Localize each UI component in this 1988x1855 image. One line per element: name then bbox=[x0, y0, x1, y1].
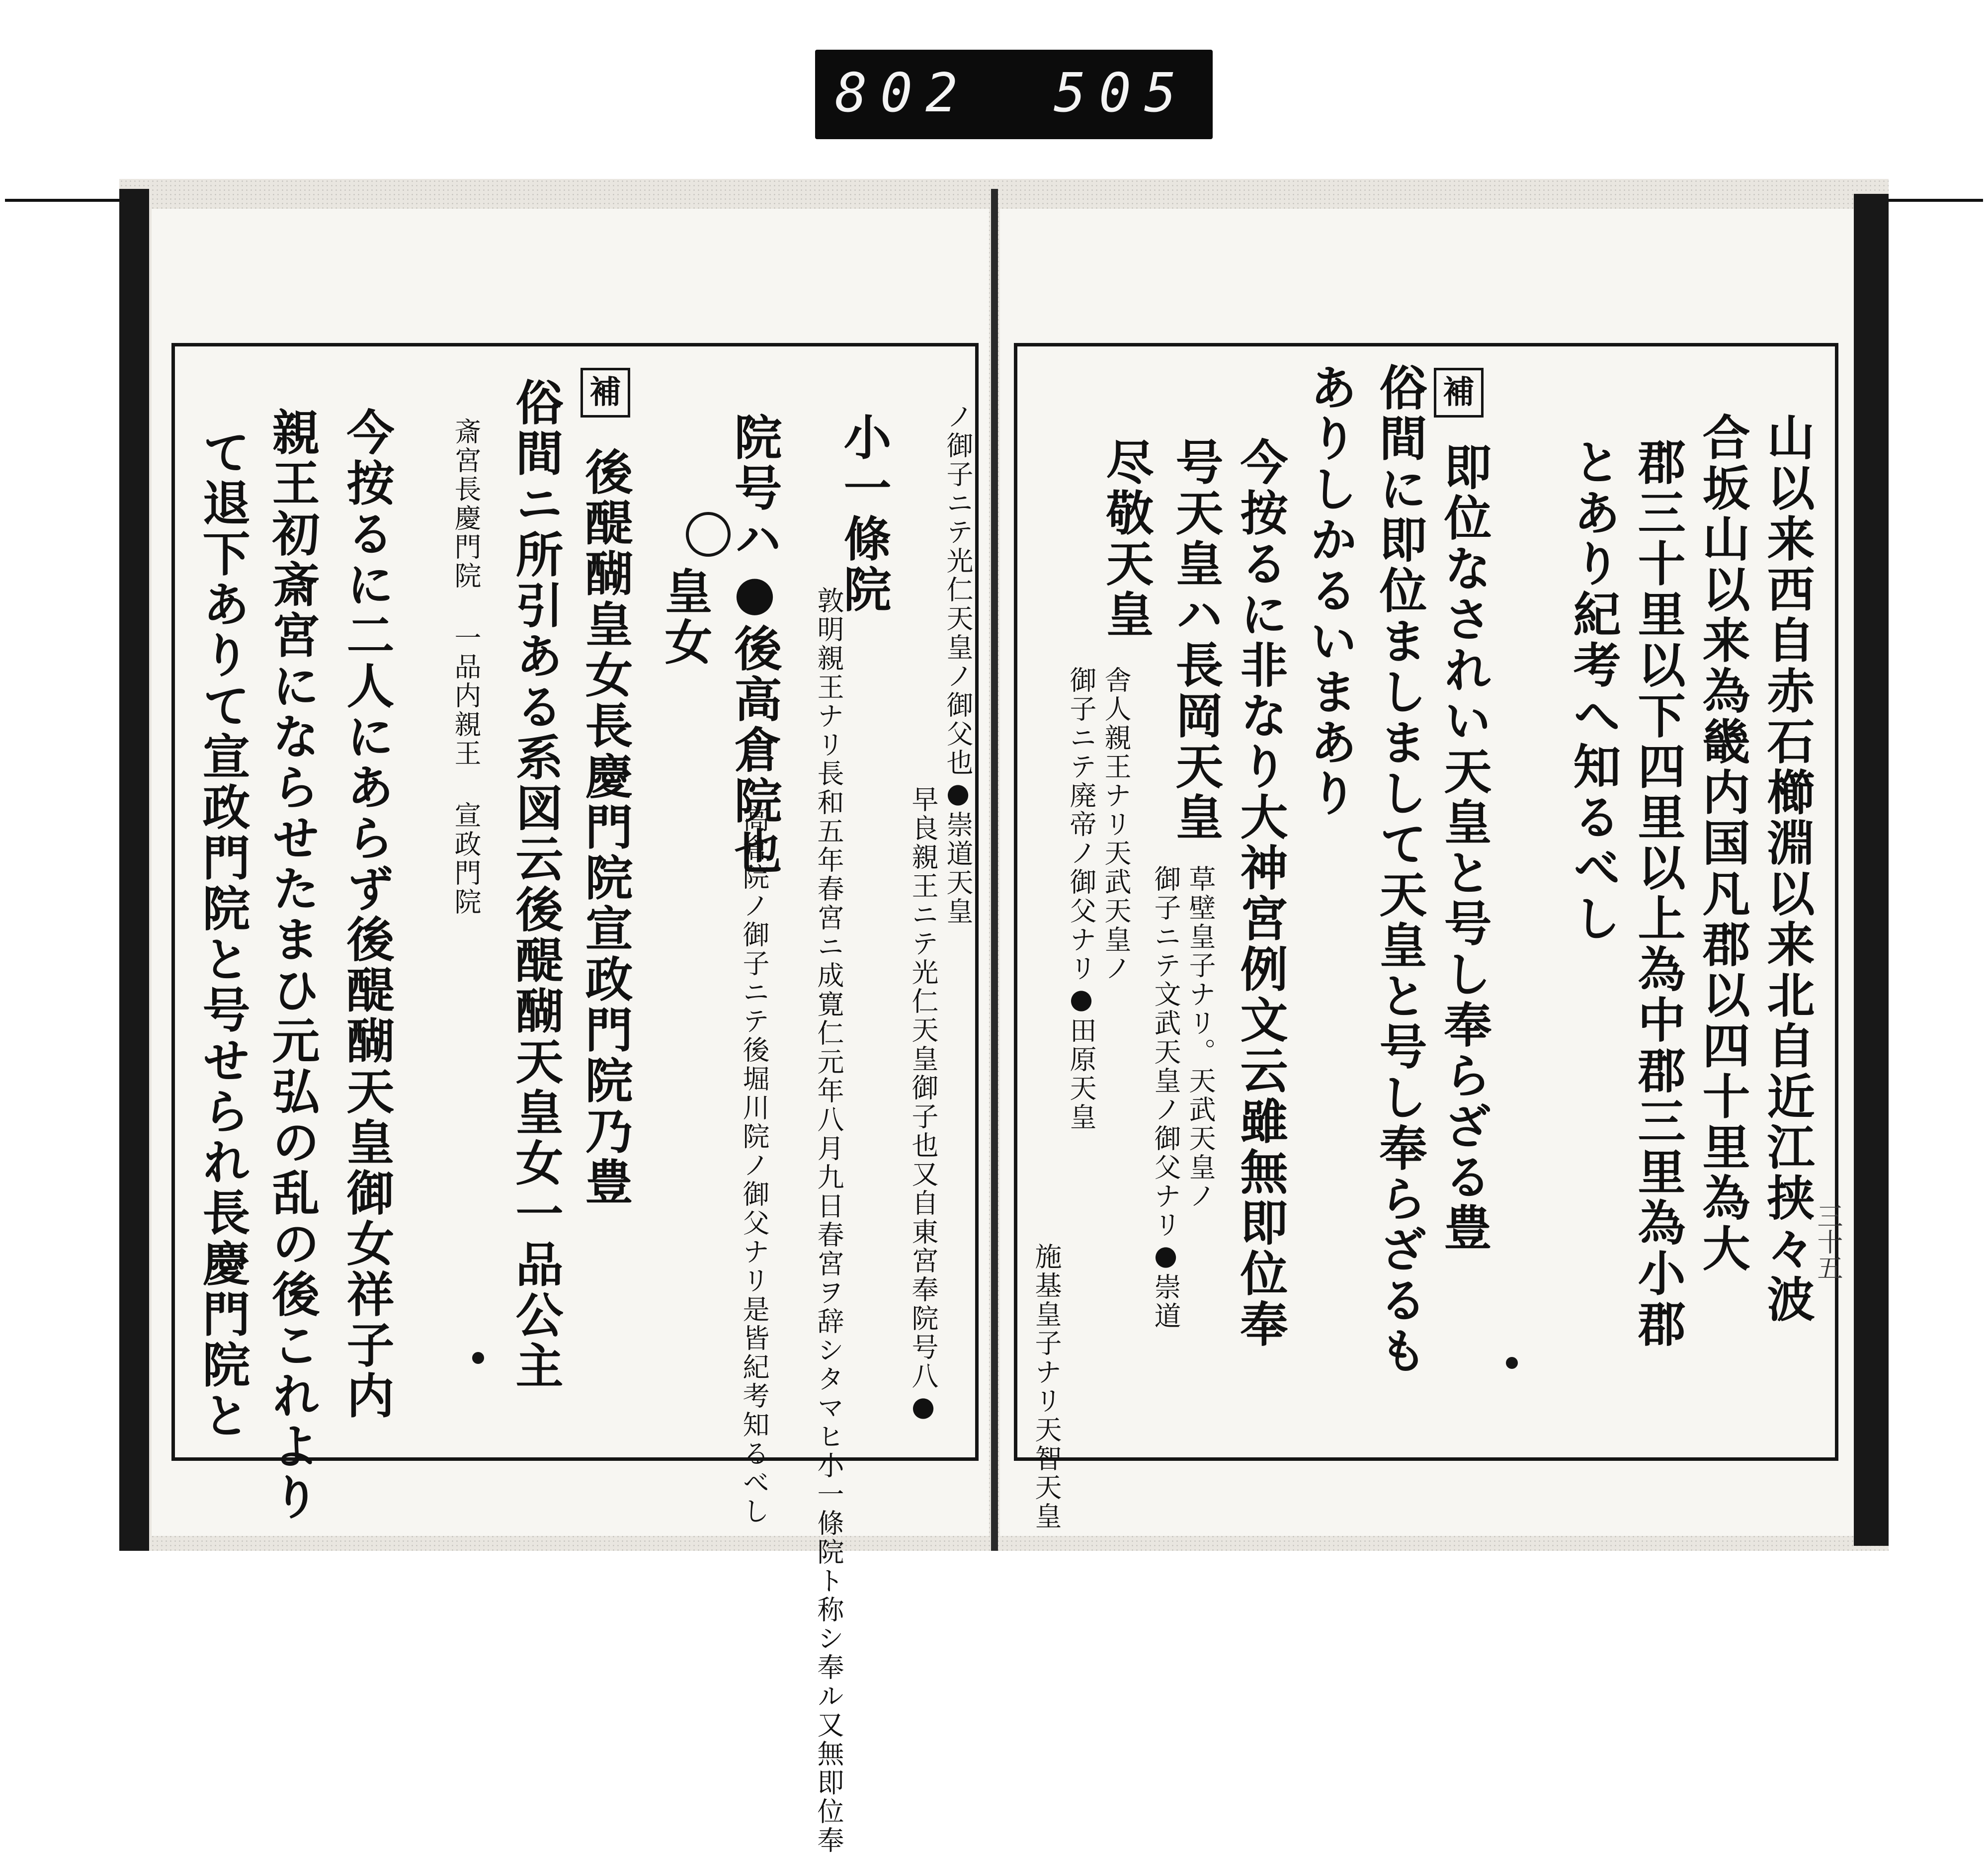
right-col-14: 御子ニテ廃帝ノ御父ナリ●田原天皇 bbox=[1066, 666, 1097, 1132]
right-col-4: とあり紀考へ知るべし bbox=[1566, 437, 1622, 944]
book-edge-left bbox=[119, 189, 149, 1551]
supplement-tag-right: 補 bbox=[1434, 368, 1484, 418]
supplement-tag-left: 補 bbox=[580, 368, 630, 418]
right-col-12: 尽敬天皇 bbox=[1098, 437, 1155, 640]
section-circle-mark bbox=[686, 512, 731, 557]
left-col-6: 高倉院ノ御子ニテ後堀川院ノ御父ナリ是皆紀考知るべし bbox=[739, 805, 770, 1526]
right-col-2: 合坂山以来為畿内国凡郡以四十里為大 bbox=[1695, 413, 1751, 1274]
right-col-7: ありしかるいまあり bbox=[1302, 363, 1358, 819]
right-col-1: 山以来西自赤石櫛淵以来北自近江挟々波 bbox=[1759, 413, 1816, 1325]
right-col-5: 即位なされい天皇と号し奉らざる豊 bbox=[1436, 442, 1492, 1254]
right-col-6: 俗間に即位ましまして天皇と号し奉らざるも bbox=[1372, 363, 1428, 1377]
film-number-left: 802 bbox=[835, 62, 971, 124]
ink-blot bbox=[1506, 1357, 1518, 1369]
left-col-8: 俗間ニ所引ある系図云後醍醐天皇女一品公主 bbox=[508, 378, 564, 1392]
section-heading-imperial-princess: 皇女 bbox=[657, 567, 713, 668]
left-col-11: 親王初斎宮にならせたまひ元弘の乱の後これより bbox=[264, 408, 321, 1523]
left-col-1: ノ御子ニテ光仁天皇ノ御父也●崇道天皇 bbox=[942, 403, 974, 926]
right-col-10: 草壁皇子ナリ。天武天皇ノ bbox=[1185, 865, 1216, 1211]
right-col-15: 施基皇子ナリ天智天皇 bbox=[1031, 1243, 1062, 1531]
left-col-3: 小一條院 bbox=[836, 413, 892, 615]
left-col-10: 今按るに二人にあらず後醍醐天皇御女祥子内 bbox=[339, 408, 395, 1422]
left-col-5: 院号ハ●後高倉院也 bbox=[727, 413, 783, 877]
right-col-11: 御子ニテ文武天皇ノ御父ナリ●崇道 bbox=[1150, 865, 1181, 1331]
book-edge-right bbox=[1854, 194, 1889, 1546]
left-col-4: 敦明親王ナリ長和五年春宮ニ成寛仁元年八月九日春宮ヲ辞シタマヒ小一條院ト称シ奉ル又無即位奉 bbox=[813, 587, 844, 1855]
right-col-3: 郡三十里以下四里以上為中郡三里為小郡 bbox=[1630, 437, 1686, 1350]
film-number-right: 505 bbox=[1054, 62, 1190, 124]
left-col-7: 後醍醐皇女長慶門院宣政門院乃豊 bbox=[578, 447, 634, 1208]
ink-blot bbox=[472, 1352, 484, 1364]
microfilm-label bbox=[815, 50, 1213, 139]
left-col-9: 斎宮長慶門院 一品内親王 宣政門院 bbox=[450, 418, 482, 917]
right-col-8: 今按るに非なり大神宮例文云雖無即位奉 bbox=[1233, 437, 1289, 1350]
book-spine bbox=[991, 189, 998, 1551]
right-col-13: 舎人親王ナリ天武天皇ノ bbox=[1100, 666, 1132, 983]
left-col-2: 早良親王ニテ光仁天皇御子也又自東宮奉院号八● bbox=[908, 785, 939, 1424]
left-col-12: て退下ありて宣政門院と号せられ長慶門院と bbox=[195, 427, 251, 1441]
right-col-9: 号天皇ハ長岡天皇 bbox=[1168, 437, 1224, 843]
page-margin-number: 三十五 bbox=[1813, 1203, 1842, 1280]
